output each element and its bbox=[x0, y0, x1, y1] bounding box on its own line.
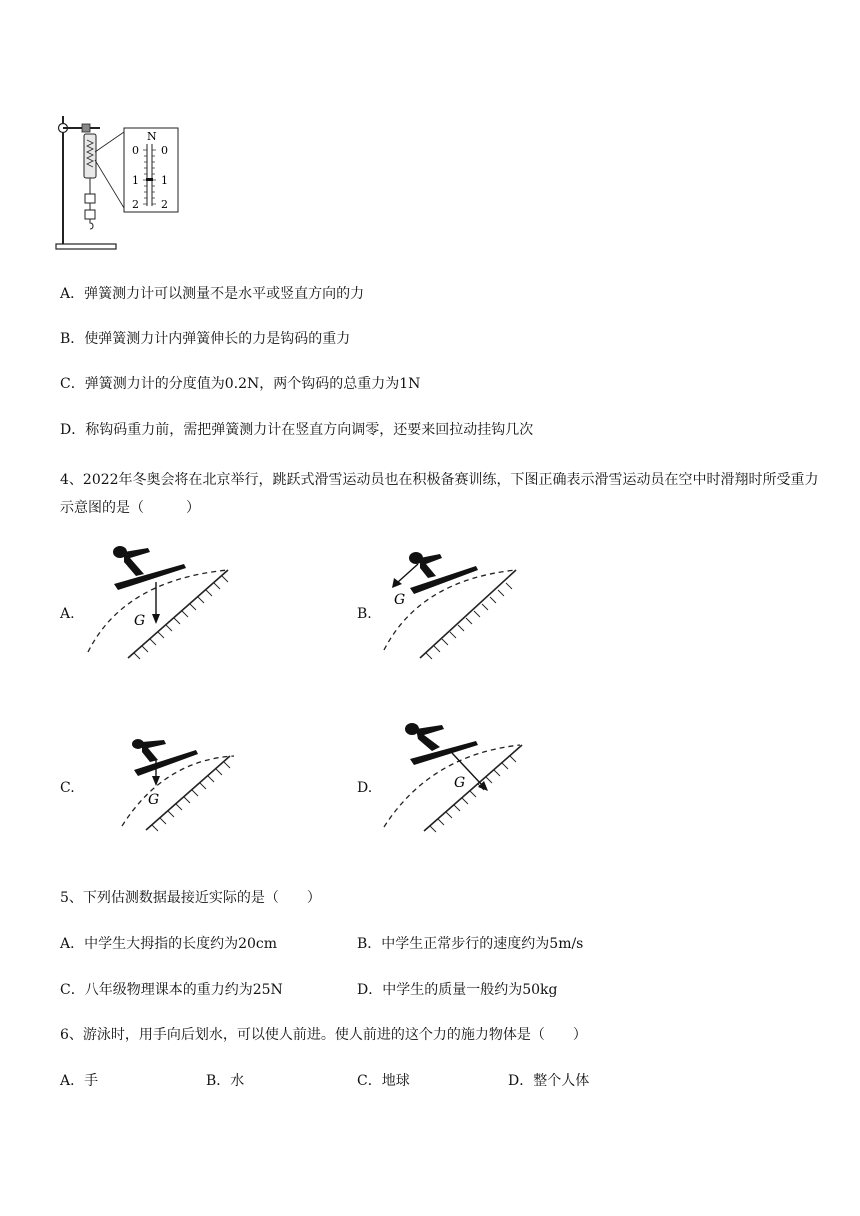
q3-option-b: B．使弹簧测力计内弹簧伸长的力是钩码的重力 bbox=[60, 331, 351, 347]
q3-option-d: D．称钩码重力前，需把弹簧测力计在竖直方向调零，还要来回拉动挂钩几次 bbox=[60, 422, 534, 438]
scale-tick-left-2: 2 bbox=[132, 198, 139, 211]
q4-figure-a-force-label: G bbox=[134, 613, 146, 629]
scale-tick-right-2: 2 bbox=[161, 198, 168, 211]
q4-figure-d-force-label: G bbox=[454, 775, 466, 791]
q4-stem: 4、2022年冬奥会将在北京举行，跳跃式滑雪运动员也在积极备赛训练，下图正确表示滑雪运动员在空中时滑翔时所受重力示意图的是（ ） bbox=[60, 472, 819, 516]
q3-option-c: C．弹簧测力计的分度值为0.2N，两个钩码的总重力为1N bbox=[60, 376, 421, 392]
q6-option-d: D．整个人体 bbox=[508, 1073, 590, 1089]
scale-unit-label: N bbox=[147, 130, 157, 143]
scale-tick-left-0: 0 bbox=[132, 144, 139, 157]
q6-option-a: A．手 bbox=[60, 1073, 99, 1089]
q5-option-b: B．中学生正常步行的速度约为5m/s bbox=[357, 936, 584, 952]
skier-icon bbox=[405, 723, 478, 765]
scale-tick-right-0: 0 bbox=[161, 144, 168, 157]
q5-option-a: A．中学生大拇指的长度约为20cm bbox=[60, 936, 278, 952]
q4-figure-c-force-label: G bbox=[148, 792, 160, 808]
scale-tick-right-1: 1 bbox=[161, 174, 168, 187]
q6-stem: 6、游泳时，用手向后划水，可以使人前进。使人前进的这个力的施力物体是（ ） bbox=[60, 1027, 587, 1043]
skier-icon bbox=[132, 739, 198, 776]
q5-option-c: C．八年级物理课本的重力约为25N bbox=[60, 982, 283, 998]
q5-stem: 5、下列估测数据最接近实际的是（ ） bbox=[60, 890, 321, 906]
scale-tick-left-1: 1 bbox=[132, 174, 139, 187]
q4-figure-b-label: B. bbox=[357, 606, 372, 622]
q4-figure-a-label: A. bbox=[60, 606, 75, 622]
q5-option-d: D．中学生的质量一般约为50kg bbox=[357, 982, 558, 998]
skier-icon bbox=[113, 546, 186, 590]
q6-option-b: B．水 bbox=[206, 1073, 245, 1089]
q4-figure-b bbox=[380, 540, 540, 665]
q3-option-a: A．弹簧测力计可以测量不是水平或竖直方向的力 bbox=[60, 286, 365, 302]
q4-figure-c-label: C. bbox=[60, 780, 75, 796]
q4-figure-c bbox=[84, 720, 244, 835]
skier-icon bbox=[409, 552, 478, 594]
q4-figure-b-force-label: G bbox=[394, 592, 406, 608]
q4-figure-d-label: D. bbox=[357, 780, 373, 796]
q4-figure-d bbox=[380, 715, 540, 835]
q6-option-c: C．地球 bbox=[357, 1073, 410, 1089]
spring-scale-figure bbox=[48, 108, 180, 256]
q4-figure-a bbox=[84, 540, 244, 665]
